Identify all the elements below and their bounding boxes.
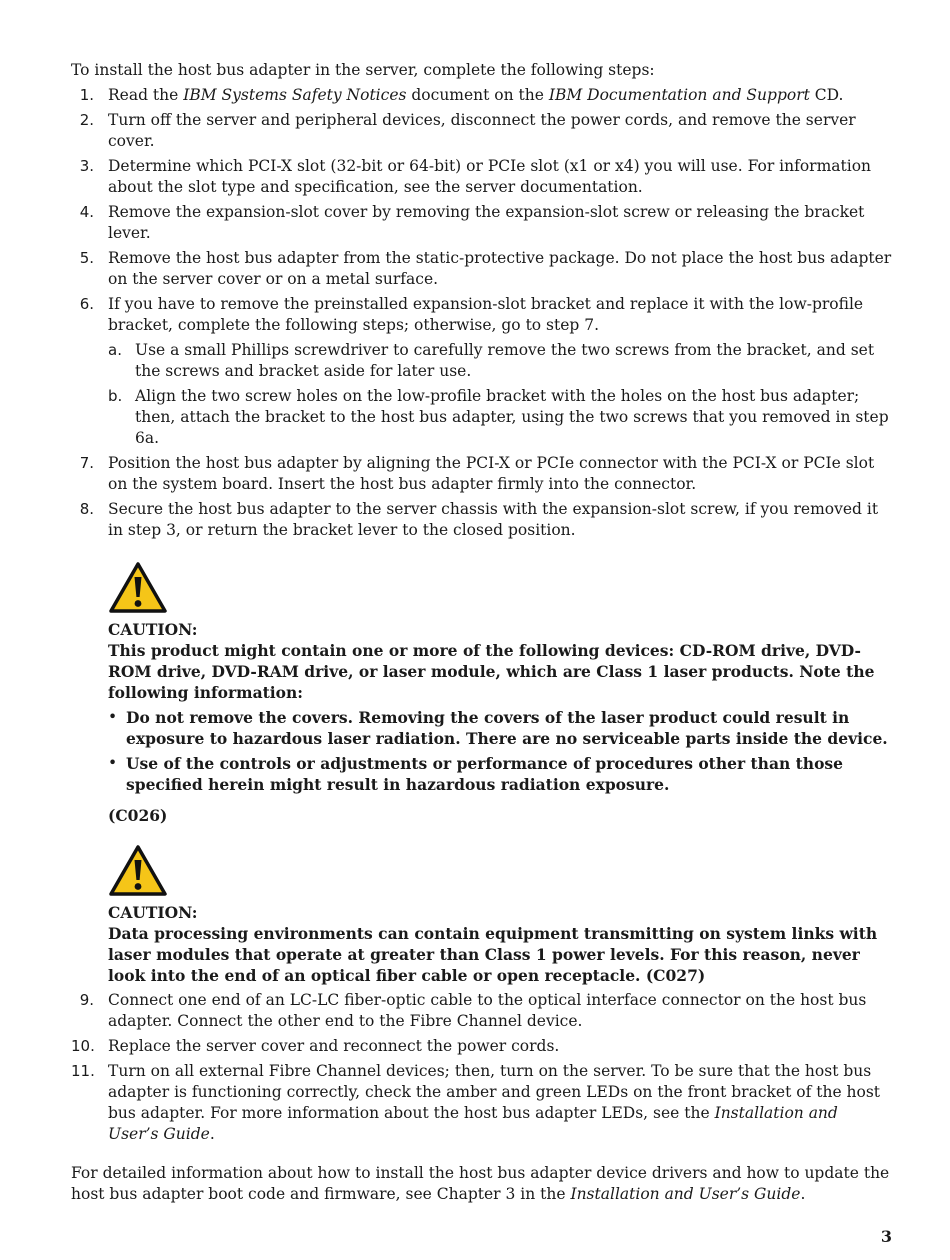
step-number: 4. <box>79 203 94 221</box>
cd-title: IBM Documentation and Support <box>548 86 810 104</box>
caution-bullet: • Do not remove the covers. Removing the covers of the laser product could result in exposure to hazardous laser radiation. There are no serviceable parts inside the device. <box>108 708 888 748</box>
document-page <box>71 60 893 1205</box>
warning-triangle-icon <box>108 561 168 615</box>
step-9 <box>71 990 893 1032</box>
doc-title: IBM Systems Safety Notices <box>183 86 407 104</box>
guide-title: Installation and User’s Guide <box>570 1185 801 1203</box>
step-4 <box>71 202 893 244</box>
caution-body: Data processing environments can contain equipment transmitting on system links with laser modules that operate at greater than Class 1 power levels. For this reason, never look into the end of an optical fiber cable or open receptacle. (C027) <box>108 924 878 985</box>
step-number: 9. <box>79 991 94 1009</box>
substep-text: Align the two screw holes on the low-profile bracket with the holes on the host bus adapter; then, attach the bracket to the host bus adapter, using the two screws that you removed in step 6a. <box>135 387 889 447</box>
step-number: 3. <box>79 157 94 175</box>
step-text: If you have to remove the preinstalled expansion-slot bracket and replace it with the low-profile bracket, complete the following steps; otherwise, go to step 7. <box>108 295 864 334</box>
step-text: Connect one end of an LC-LC fiber-optic cable to the optical interface connector on the host bus adapter. Connect the other end to the Fibre Channel device. <box>108 991 867 1030</box>
substep-a <box>71 340 893 382</box>
step-11: 11. Turn on all external Fibre Channel devices; then, turn on the server. To be sure that the host bus adapter is functioning correctly, check the amber and green LEDs on the front bracket of the host bus adapter. For more information about the host bus adapter LEDs, see the Installation and User’s Guide. <box>71 1062 881 1143</box>
outro-paragraph: For detailed information about how to install the host bus adapter device drivers and how to update the host bus adapter boot code and firmware, see Chapter 3 in the Installation and User’s Guide. <box>71 1164 890 1203</box>
step-6 <box>71 294 893 336</box>
substep-b <box>71 386 893 449</box>
intro-paragraph: To install the host bus adapter in the server, complete the following steps: <box>71 61 655 79</box>
caution-bullet: • Use of the controls or adjustments or performance of procedures other than those specified herein might result in hazardous radiation exposure. <box>108 754 844 794</box>
step-10 <box>71 1036 893 1057</box>
substep-letter: b. <box>108 387 123 405</box>
bullet-marker: • <box>108 754 118 772</box>
caution-bullet-list <box>108 707 893 795</box>
step-number: 1. <box>79 86 94 104</box>
step-text: Replace the server cover and reconnect the power cords. <box>108 1037 560 1055</box>
step-3 <box>71 156 893 198</box>
step-number: 8. <box>79 500 94 518</box>
step-2 <box>71 110 893 152</box>
step-1: 1. Read the IBM Systems Safety Notices document on the IBM Documentation and Support CD. <box>71 85 893 106</box>
caution-body: This product might contain one or more of the following devices: CD-ROM drive, DVD-ROM drive, DVD-RAM drive, or laser module, which are Class 1 laser products. Note the following information: <box>108 641 875 702</box>
step-number: 7. <box>79 454 94 472</box>
warning-triangle-icon <box>108 844 168 898</box>
substep-letter: a. <box>108 341 122 359</box>
step-number: 11. <box>71 1062 95 1080</box>
step-number: 6. <box>79 295 94 313</box>
substep-text: Use a small Phillips screwdriver to carefully remove the two screws from the bracket, and set the screws and bracket aside for later use. <box>135 341 875 380</box>
step-text: Remove the host bus adapter from the static-protective package. Do not place the host bus adapter on the server cover or on a metal surface. <box>108 249 892 288</box>
step-7 <box>71 453 893 495</box>
caution-heading: CAUTION: <box>108 620 198 639</box>
caution-code: (C026) <box>108 806 168 825</box>
step-text: Remove the expansion-slot cover by removing the expansion-slot screw or releasing the bracket lever. <box>108 203 865 242</box>
step-text: Turn off the server and peripheral devices, disconnect the power cords, and remove the server cover. <box>108 111 856 150</box>
step-text: Secure the host bus adapter to the server chassis with the expansion-slot screw, if you removed it in step 3, or return the bracket lever to the closed position. <box>108 500 879 539</box>
step-text: Position the host bus adapter by aligning the PCI-X or PCIe connector with the PCI-X or PCIe slot on the system board. Insert the host bus adapter firmly into the connector. <box>108 454 875 493</box>
caution-laser-c026 <box>71 561 893 826</box>
page-number: 3 <box>880 1227 892 1246</box>
step-number: 5. <box>79 249 94 267</box>
caution-heading: CAUTION: <box>108 903 198 922</box>
step-number: 10. <box>71 1037 95 1055</box>
step-5 <box>71 248 893 290</box>
step-text: Determine which PCI-X slot (32-bit or 64-bit) or PCIe slot (x1 or x4) you will use. For information about the slot type and specification, see the server documentation. <box>108 157 872 196</box>
step-8 <box>71 499 893 541</box>
bullet-marker: • <box>108 708 118 726</box>
step-number: 2. <box>79 111 94 129</box>
guide-title: Installation and User’s Guide <box>108 1104 838 1143</box>
caution-fiber-c027 <box>71 844 893 986</box>
